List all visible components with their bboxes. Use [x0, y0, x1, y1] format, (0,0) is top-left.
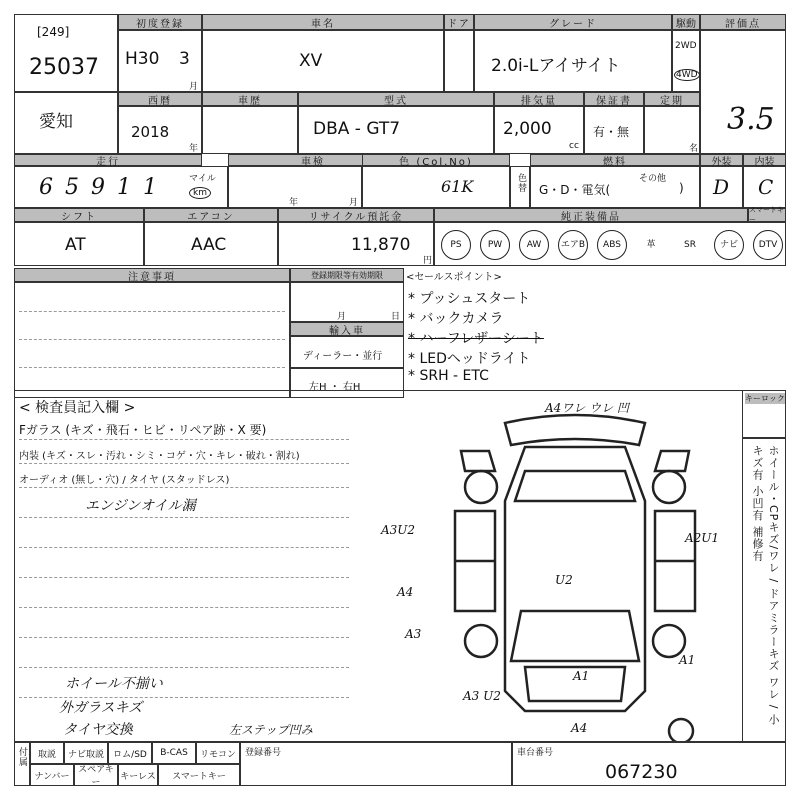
first-reg-cell: [118, 30, 202, 92]
color-cell: [362, 166, 510, 208]
door-header: ドア: [444, 14, 474, 30]
chassis-label: 車台番号: [517, 748, 554, 758]
mark-left-front: A3U2: [381, 523, 416, 537]
mark-left-rear: A3: [405, 627, 422, 641]
exterior-cell: [700, 166, 743, 208]
deadline-month: 月: [337, 312, 347, 322]
fuel-cell: [530, 166, 700, 208]
handle: 左H ・ 右H: [309, 382, 361, 393]
door-cell: [444, 30, 474, 92]
fuel: G・D・電気(: [539, 183, 611, 197]
inspector-line-2: 内装 (キズ・スレ・汚れ・シミ・コゲ・穴・キレ・破れ・割れ): [19, 451, 300, 462]
reg-month: 3: [179, 49, 190, 69]
equip-leather: 革: [646, 240, 656, 250]
sales-point-2: * バックカメラ: [408, 311, 504, 327]
inspect-year: 年: [289, 198, 299, 208]
mark-roof-center: U2: [555, 573, 573, 587]
warranty-cell: [584, 106, 644, 154]
type-header: 型式: [298, 92, 494, 106]
keylock-cell: [742, 390, 786, 438]
drive-2wd: 2WD: [675, 41, 697, 51]
footer-side-label: 付属: [17, 747, 27, 767]
color-header: 色 (Col.No): [362, 154, 510, 166]
fuel-other: その他: [639, 174, 667, 184]
model-history-cell: [202, 106, 298, 154]
grade-header: グレード: [474, 14, 672, 30]
dealer: ディーラー・並行: [303, 351, 383, 362]
mileage-cell: [14, 166, 228, 208]
item-smart-key: スマートキー: [158, 764, 240, 786]
smartkey-header: スマートキー: [748, 208, 786, 222]
sales-cell: [404, 268, 786, 390]
score: 3.5: [727, 102, 775, 137]
interior-header: 内装: [743, 154, 786, 166]
footer-side: [14, 742, 30, 786]
inspector-title: < 検査員記入欄 >: [19, 400, 136, 416]
sales-point-3: * ハーフレザーシート: [408, 331, 544, 347]
car-name-header: 車名: [202, 14, 444, 30]
inspection-unit: 名: [689, 144, 699, 154]
mark-right-rear: A1: [679, 653, 696, 667]
displacement-header: 排気量: [494, 92, 584, 106]
inspect-exp-cell: [228, 166, 362, 208]
grade: 2.0i-Lアイサイト: [491, 56, 621, 76]
deadline-day: 日: [391, 312, 401, 322]
era-year: H30: [125, 49, 160, 69]
import-header: 輸入車: [290, 322, 404, 336]
inspector-section: [14, 390, 742, 742]
lot-bracket: [249]: [37, 25, 70, 39]
month-unit: 月: [189, 82, 199, 92]
aircon-cell: [144, 222, 278, 266]
model-history-header: 車歴: [202, 92, 298, 106]
equip-sr: SR: [684, 240, 696, 250]
sales-point-4: * LEDヘッドライト: [408, 351, 531, 367]
car-name-cell: [202, 30, 444, 92]
shift: AT: [65, 235, 86, 255]
interior-grade: C: [758, 175, 774, 199]
displacement-cell: [494, 106, 584, 154]
hand-note-step: 左ステップ凹み: [229, 723, 313, 737]
chassis-number: 067230: [605, 761, 678, 783]
sales-point-1: * プッシュスタート: [408, 291, 531, 307]
equipment-list: [441, 230, 783, 260]
item-remote: リモコン: [196, 742, 240, 764]
equipment-header: 純正装備品: [434, 208, 748, 222]
item-bcas: B-CAS: [152, 742, 196, 764]
mileage: 65911: [39, 175, 169, 200]
score-header: 評価点: [700, 14, 786, 30]
sales-label: <セールスポイント>: [406, 272, 502, 283]
exterior-grade: D: [713, 175, 730, 199]
shift-cell: [14, 222, 144, 266]
equip-dtv: DTV: [753, 230, 783, 260]
equip-aw: AW: [519, 230, 549, 260]
item-spare-key: スペアキー: [74, 764, 118, 786]
year: 2018: [131, 123, 170, 141]
mark-left-door: A4: [397, 585, 414, 599]
reg-deadline-header: 登録期限等有効期限: [290, 268, 404, 282]
hand-note-tire: タイヤ交換: [63, 722, 133, 738]
dealer-cell: [290, 336, 404, 368]
model-type: DBA - GT7: [313, 119, 401, 139]
equipment-cell: [434, 222, 786, 266]
region-cell: [14, 92, 118, 154]
sales-point-5: * SRH - ETC: [408, 368, 489, 384]
chassis-cell: [512, 742, 786, 786]
inspect-exp-header: 車検: [228, 154, 398, 166]
cc-unit: cc: [569, 141, 579, 151]
recycle-cell: [278, 222, 434, 266]
displacement: 2,000: [503, 119, 552, 139]
year-cell: [118, 106, 202, 154]
inspect-month: 月: [349, 198, 359, 208]
mark-trunk: A1: [573, 669, 590, 683]
reg-number-cell: [240, 742, 512, 786]
equip-airbag: エアB: [558, 230, 588, 260]
score-cell-lower: [700, 92, 786, 154]
interior-cell: [743, 166, 786, 208]
type-cell: [298, 106, 494, 154]
side-note: ホイール・CPキズ/ワレ / ドアミラーキズ ワレ / 小キズ有 小凹有 補修有: [751, 445, 780, 726]
color-change: 色替: [516, 173, 526, 193]
drive-4wd: 4WD: [676, 70, 698, 80]
color-change-cell: [510, 166, 530, 208]
shift-header: シフト: [14, 208, 144, 222]
fuel-header: 燃料: [530, 154, 700, 166]
reg-number-label: 登録番号: [245, 748, 282, 758]
item-number: ナンバー: [30, 764, 74, 786]
warranty: 有・無: [593, 125, 630, 139]
inspector-line-1: Fガラス (キズ・飛石・ヒビ・リペア跡・X 要): [19, 423, 267, 437]
side-note-cell: [742, 438, 786, 742]
item-manual: 取説: [30, 742, 64, 764]
hand-note-engine: エンジンオイル漏: [85, 498, 196, 514]
equip-abs: ABS: [597, 230, 627, 260]
lot-number: 25037: [29, 55, 99, 80]
mark-rear: A4: [571, 721, 588, 735]
exterior-header: 外装: [700, 154, 743, 166]
first-reg-header: 初度登録: [118, 14, 202, 30]
item-navi-manual: ナビ取説: [64, 742, 108, 764]
car-name: XV: [299, 51, 323, 71]
aircon: AAC: [191, 235, 227, 255]
recycle-header: リサイクル預託金: [278, 208, 434, 222]
hand-note-glass: 外ガラスキズ: [59, 700, 143, 716]
mark-rear-bumper: A3 U2: [463, 689, 501, 703]
fuel-close: ): [679, 181, 684, 195]
caution-header: 注意事項: [14, 268, 290, 282]
drive-header: 駆動: [672, 14, 700, 30]
lot-box: [14, 14, 118, 92]
caution-cell: [14, 282, 290, 398]
equip-pw: PW: [480, 230, 510, 260]
recycle: 11,870: [351, 235, 411, 255]
mileage-header: 走行: [14, 154, 202, 166]
grade-cell: [474, 30, 672, 92]
yen-unit: 円: [423, 256, 433, 266]
warranty-header: 保証書: [584, 92, 644, 106]
km-unit: km: [189, 187, 211, 199]
reg-deadline-cell: [290, 282, 404, 322]
drive-cell: [672, 30, 700, 92]
hand-note-wheel: ホイール不揃い: [65, 676, 163, 692]
inspection-header: 定期: [644, 92, 700, 106]
region: 愛知: [39, 112, 73, 132]
aircon-header: エアコン: [144, 208, 278, 222]
keylock-label: キーロック: [745, 394, 785, 403]
inspection-cell: [644, 106, 700, 154]
equip-navi: ナビ: [714, 230, 744, 260]
mark-roof: A4ワレ ウレ 凹: [545, 401, 629, 415]
year-header: 西暦: [118, 92, 202, 106]
mile-label: マイル: [189, 174, 216, 184]
equip-ps: PS: [441, 230, 471, 260]
inspector-line-3: オーディオ (無し・穴) / タイヤ (スタッドレス): [19, 475, 230, 486]
item-keyless: キーレス: [118, 764, 158, 786]
year-unit: 年: [189, 144, 199, 154]
mark-right-front: A2U1: [685, 531, 720, 545]
item-rom-sd: ロム/SD: [108, 742, 152, 764]
color-code: 61K: [441, 177, 474, 196]
score-cell: [700, 30, 786, 92]
